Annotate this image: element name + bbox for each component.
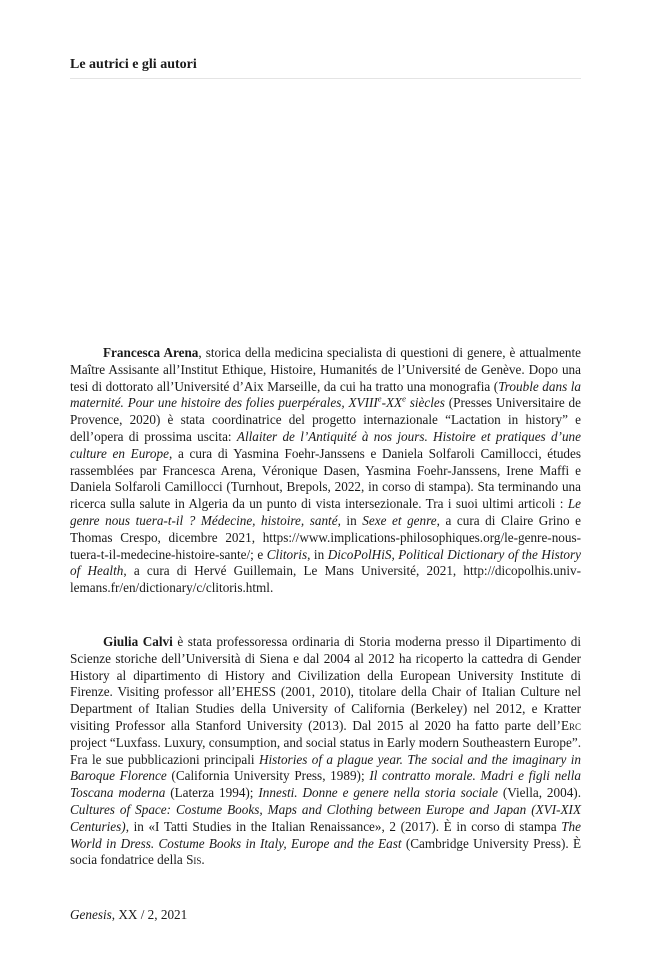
text-run: The World in Dress. Costume Books in Italy, Europe and the East [70, 818, 581, 851]
text-run: Allaiter de l’Antiquité à nos jours. Histoire et pratiques d’une culture en Europe [70, 428, 581, 461]
text-run: (California University Press, 1989); [166, 768, 370, 784]
journal-title: Genesis [70, 907, 112, 922]
text-run: , a cura di Hervé Guillemain, Le Mans Université, 2021, http://dicopolhis.univ-lemans.fr/en/dictionary/c/clitoris.html. [70, 563, 581, 596]
author-name: Giulia Calvi [103, 634, 173, 649]
text-run: (Laterza 1994); [165, 785, 259, 801]
text-run: Erc [560, 717, 581, 733]
text-run: siècles [405, 395, 445, 411]
text-run: Sis [186, 852, 202, 868]
text-run: Cultures of Space: Costume Books, Maps and Clothing between Europe and Japan (XVI-XIX Centuries) [70, 801, 581, 834]
text-run: , a cura di Claire Grino e Thomas Crespo, dicembre 2021, https://www.implications-philosophiques.org/le-genre-nous-tuera-t-il-medecine-histoire-sante/; e [70, 512, 581, 562]
text-run: è stata professoressa ordinaria di Storia moderna presso il Dipartimento di Scienze storiche dell’Università di Siena e dal 2004 al 2012 ha ricoperto la cattedra di Gender History al dipartimento di History and Civilization della European University Institute di Firenze. Visiting professor all’EHESS (2001, 2010), titolare della Chair of Italian Culture nel Department of Italian Studies della University of California (Berkeley) nel 2012, e Kratter visiting Professor alla Stanford University (2013). Dal 2015 al 2020 ha fatto parte dell’ [70, 634, 582, 733]
author-bio-arena [70, 345, 581, 597]
text-run: DicoPolHiS, Political Dictionary of the History of Health [70, 546, 581, 579]
text-run: , storica della medicina specialista di questioni di genere, è attualmente Maître Assisante all’Institut Ethique, Histoire, Humanités de l’Université de Genève. Dopo una tesi di dottorato all’Université d’Aix Marseille, da cui ha tratto una monografia ( [70, 345, 581, 394]
text-run: Le genre nous tuera-t-il ? Médecine, histoire, santé [70, 496, 581, 528]
bio-text [70, 634, 581, 867]
text-run: , in [307, 546, 328, 562]
text-run: e [402, 394, 406, 404]
text-run: (Cambridge University Press). È socia fondatrice della [70, 835, 581, 868]
text-run: Innesti. Donne e genere nella storia sociale [258, 785, 498, 801]
text-run: Trouble dans la maternité. Pour une histoire des folies puerpérales, XVIII [70, 378, 582, 411]
issue-info: , XX / 2, 2021 [111, 907, 188, 922]
page-footer [70, 906, 187, 923]
text-run: e [377, 394, 382, 404]
text-run: Sexe et genre [362, 512, 437, 528]
text-run: , in [337, 512, 363, 528]
text-run: project “Luxfass. Luxury, consumption, and social status in Early modern Southeastern Europe”. Fra le sue pubblicazioni principali [70, 734, 581, 767]
bio-paragraph [70, 345, 581, 597]
bio-paragraph [70, 634, 581, 869]
text-run: , a cura di Yasmina Foehr-Janssens e Daniela Solfaroli Camillocci, études rassemblées par Francesca Arena, Véronique Dasen, Yasmina Foehr-Janssens, Irene Maffi e Daniela Solfaroli Camillocci (Turnhout, Brepols, 2022, in corso di stampa). Sta terminando una ricerca sulla salute in Algeria da un punto di vista intersezionale. Tra i suoi ultimi articoli : [70, 445, 581, 512]
text-run: , in «I Tatti Studies in the Italian Renaissance», 2 (2017). È in corso di stampa [125, 818, 562, 834]
text-run: -XX [381, 395, 403, 411]
bio-text [70, 345, 581, 595]
author-bio-calvi [70, 634, 581, 869]
text-run: (Viella, 2004). [497, 785, 581, 801]
text-run: Histories of a plague year. The social and the imaginary in Baroque Florence [70, 751, 581, 784]
running-header: Le autrici e gli autori [70, 55, 581, 79]
text-run: . [201, 852, 205, 868]
text-run: Il contratto morale. Madri e figli nella Toscana moderna [70, 768, 581, 801]
text-run: Clitoris [266, 546, 308, 562]
text-run: (Presses Universitaire de Provence, 2020) è stata coordinatrice del progetto internazionale “Lactation in history” e dell’opera di prossima uscita: [70, 395, 581, 444]
author-name: Francesca Arena [103, 345, 199, 360]
